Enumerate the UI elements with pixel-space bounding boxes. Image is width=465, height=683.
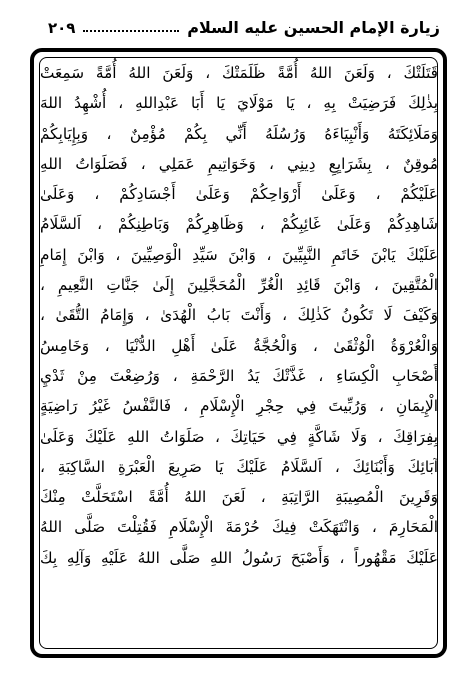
text-line: الْمَحَارِمَ ، وَانْتَهَكَتْ فِيكَ حُرْمَةَ الْإِسْلَامِ فَقُتِلْتَ صَلَّى اللهُ [40,518,438,537]
text-line: وَالْعُرْوَةُ الْوُثْقَىٰ ، وَالْحُجَّةُ عَلَىٰ أَهْلِ الدُّنْيَا ، وَخَامِسُ [40,336,438,355]
text-line: قَتَلَتْكَ ، وَلَعَنَ اللهُ أُمَّةً ظَلَمَتْكَ ، وَلَعَنَ اللهُ أُمَّةً سَمِعَتْ [40,64,438,82]
header-dotted-leader [83,30,179,32]
text-line: بِذٰلِكَ فَرَضِيَتْ بِهِ ، يَا مَوْلَايَ يَا أَبَا عَبْدِاللهِ ، أُشْهِدُ اللهَ [40,94,438,113]
text-line: الْمُتَّقِينَ ، وَابْنَ قَائِدِ الْغُرِّ الْمُحَجَّلِينَ إِلَىٰ جَنَّاتِ النَّعِيمِ ، [40,276,438,295]
text-line: شَاهِدِكُمْ وَعَلَىٰ غَائِبِكُمْ ، وَظَاهِرِكُمْ وَبَاطِنِكُمْ ، اَلسَّلَامُ [40,215,438,234]
page-number: ٢٠٩ [48,18,76,37]
text-line: عَلَيْكَ مَقْهُوراً ، وَأَصْبَحَ رَسُولُ اللهِ صَلَّى اللهُ عَلَيْهِ وَآلِهِ بِكَ [40,548,438,567]
text-line: عَلَيْكَ يَابْنَ خَاتَمِ النَّبِيِّينَ ، وَابْنَ سَيِّدِ الْوَصِيِّينَ ، وَابْنَ إِمَامِ [40,245,438,264]
running-title: زيارة الإمام الحسين عليه السلام [187,18,440,37]
text-line: وَمَلَائِكَتَهُ وَأَنْبِيَاءَهُ وَرُسُلَهُ أَنِّي بِكُمْ مُؤْمِنٌ ، وَبِإِيَابِكُمْ [40,124,438,143]
prayer-text [40,58,438,652]
text-line: أَصْحَابِ الْكِسَاءِ ، غَذَّتْكَ يَدُ الرَّحْمَةِ ، وَرُضِعْتَ مِنْ ثَدْيِ [40,366,438,385]
text-line: مُوقِنٌ ، بِشَرَايِعِ دِينِي ، وَخَوَاتِيمِ عَمَلِي ، فَصَلَوَاتُ اللهِ [40,154,438,173]
page-header [48,12,440,44]
text-line: وَقَرِينَ الْمُصِيبَةِ الرَّاتِبَةِ ، لَعَنَ اللهُ أُمَّةً اسْتَحَلَّتْ مِنْكَ [40,488,438,507]
text-line: بِفِرَاقِكَ ، وَلَا شَاكَّةٍ فِي حَيَاتِكَ ، صَلَوَاتُ اللهِ عَلَيْكَ وَعَلَىٰ [40,427,438,446]
text-line: عَلَيْكُمْ ، وَعَلَىٰ أَرْوَاحِكُمْ وَعَلَىٰ أَجْسَادِكُمْ ، وَعَلَىٰ [40,185,438,204]
text-line: وَكَيْفَ لَا تَكُونُ كَذٰلِكَ ، وَأَنْتَ بَابُ الْهُدَىٰ ، وَإِمَامُ التُّقَىٰ ، [40,306,438,325]
text-line: آبَائِكَ وَأَبْنَائِكَ ، اَلسَّلَامُ عَلَيْكَ يَا صَرِيعَ الْعَبْرَةِ السَّاكِبَةِ ، [40,457,438,476]
text-line: الْإِيمَانِ ، وَرُبِّيتَ فِي حِجْرِ الْإِسْلَامِ ، فَالنَّفْسُ غَيْرُ رَاضِيَةٍ [40,397,438,416]
